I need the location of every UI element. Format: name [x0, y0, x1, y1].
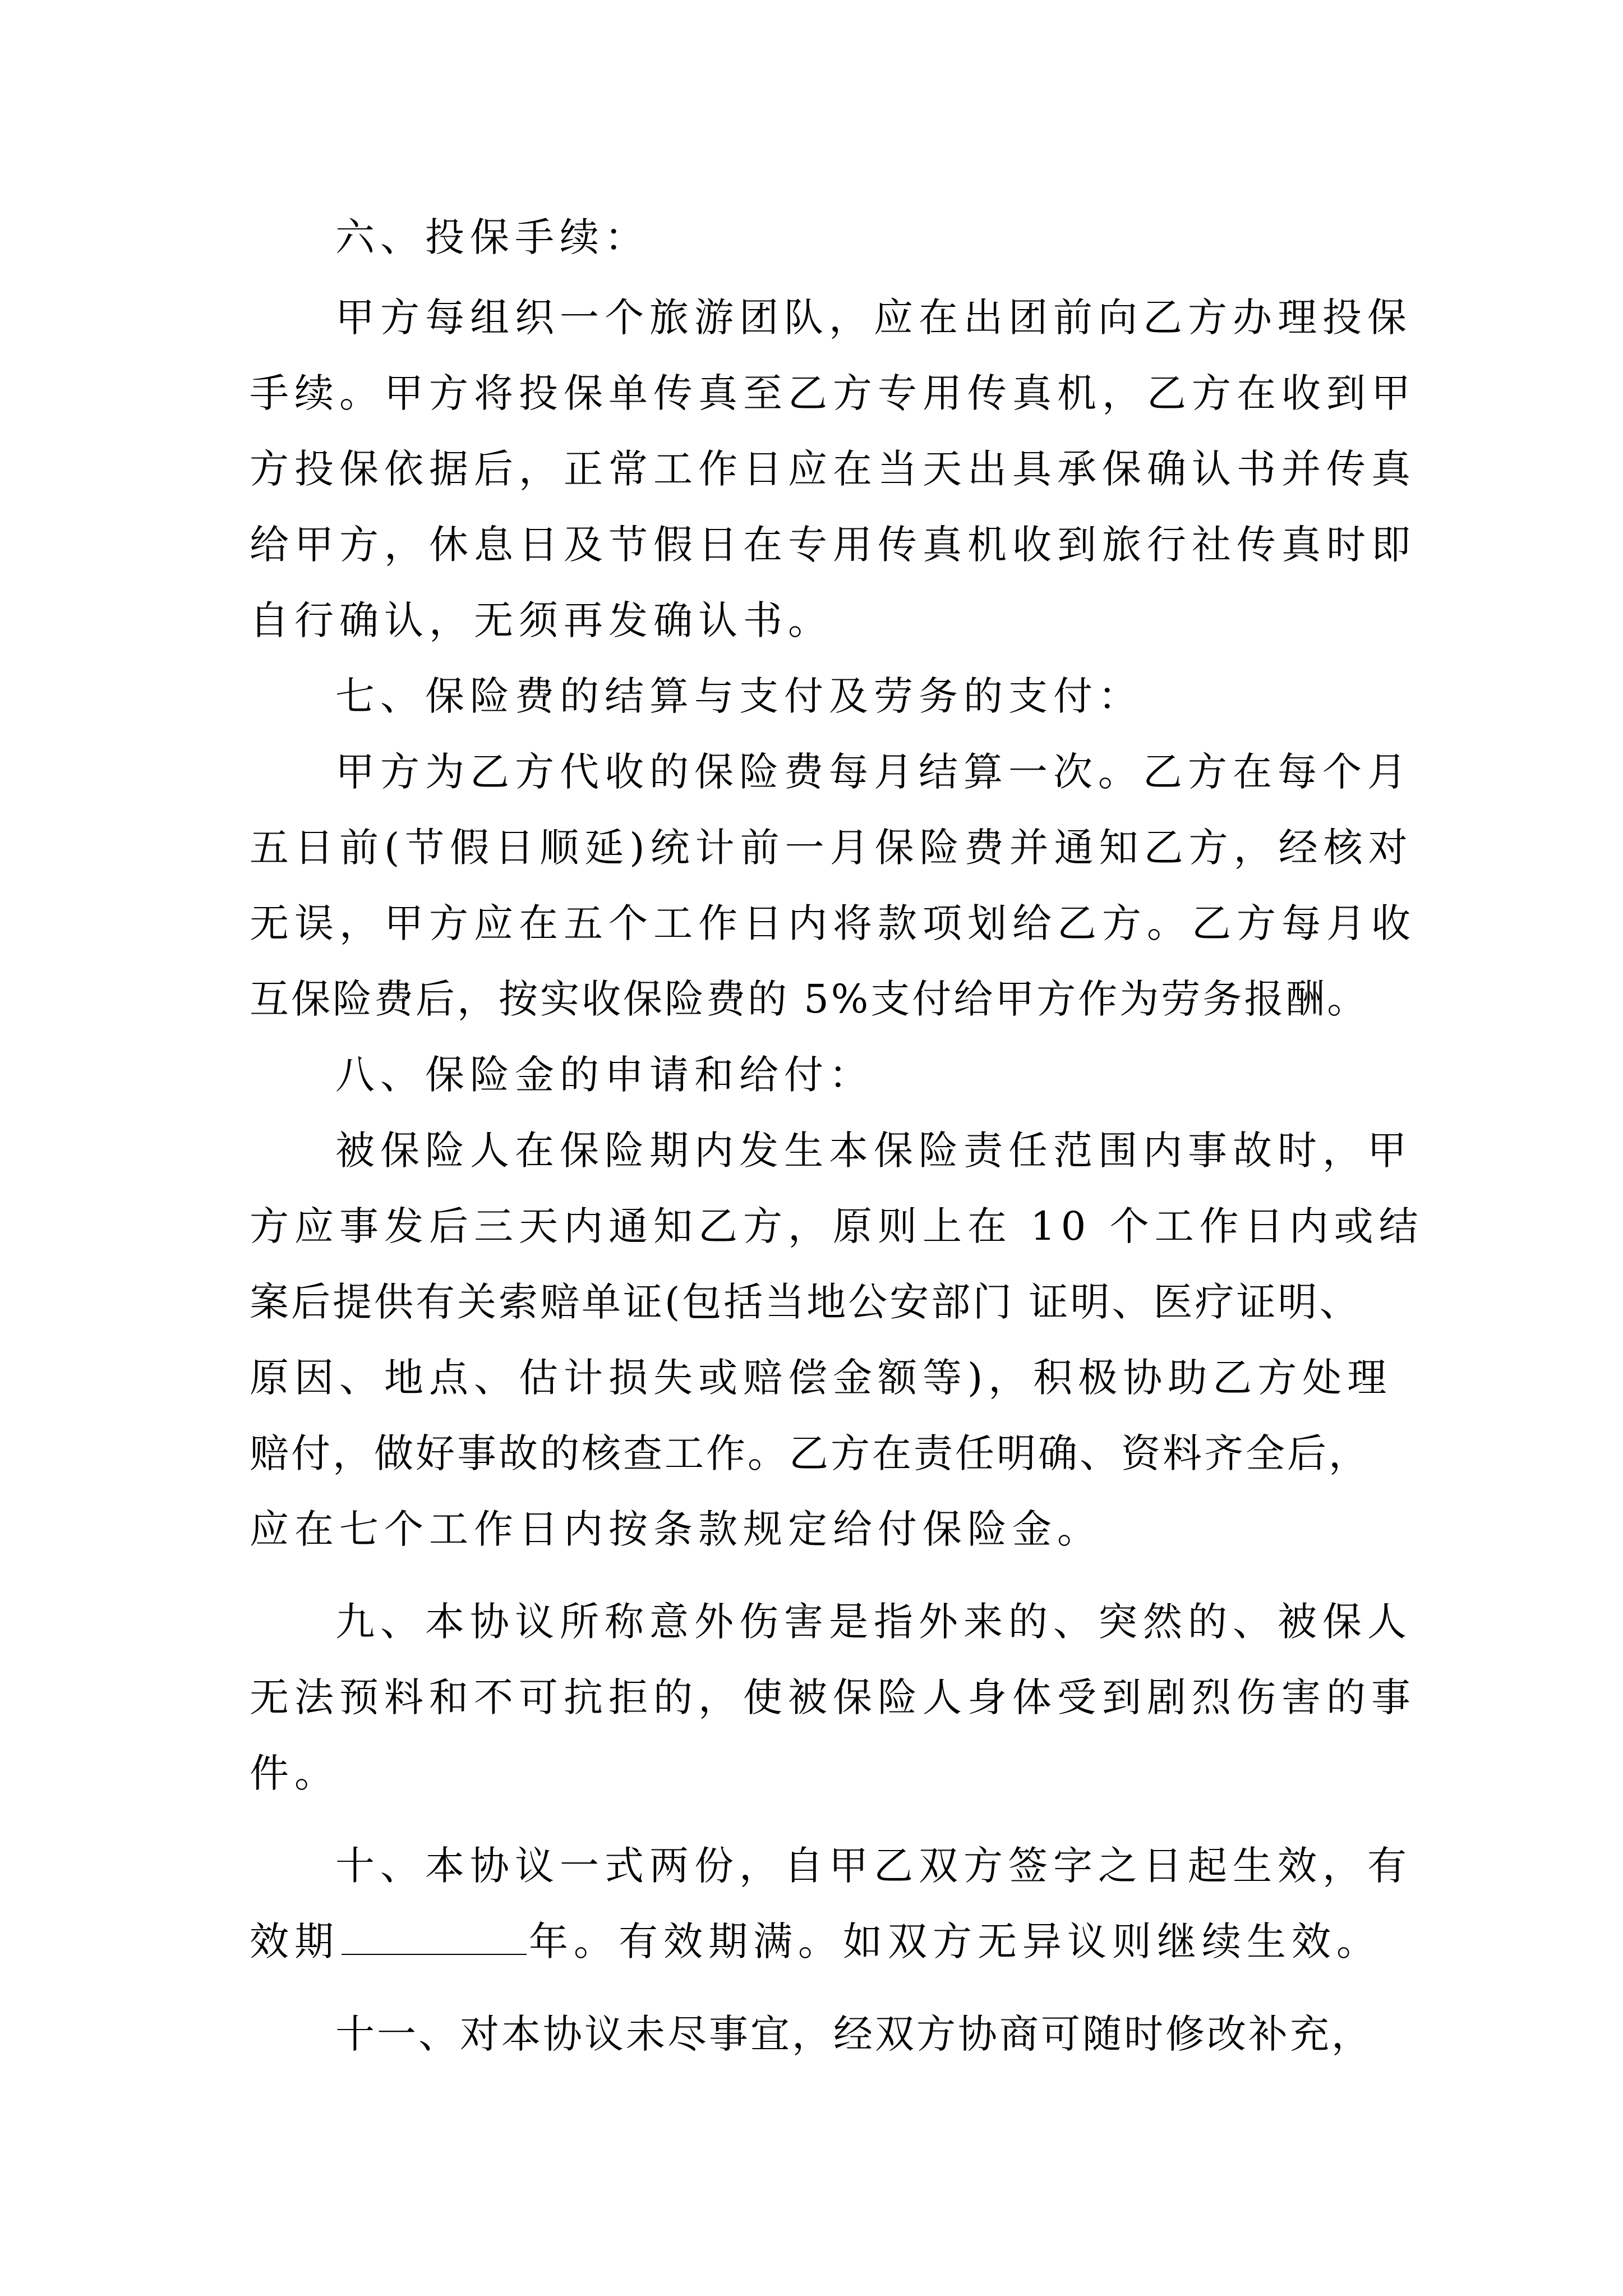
paragraph-line: 案后提供有关索赔单证(包括当地公安部门 证明、医疗证明、 [250, 1279, 1361, 1325]
paragraph-line: 手续。甲方将投保单传真至乙方专用传真机，乙方在收到甲 [250, 370, 1416, 416]
paragraph-line: 应在七个工作日内按条款规定给付保险金。 [250, 1506, 1102, 1552]
paragraph-line-with-blank [250, 1915, 1381, 1968]
paragraph-line: 自行确认，无须再发确认书。 [250, 597, 833, 643]
paragraph-line: 无误，甲方应在五个工作日内将款项划给乙方。乙方每月收 [250, 900, 1416, 946]
paragraph-line: 无法预料和不可抗拒的，使被保险人身体受到剧烈伤害的事 [250, 1674, 1416, 1720]
paragraph-line: 甲方每组织一个旅游团队，应在出团前向乙方办理投保 [335, 295, 1412, 341]
fill-in-blank [342, 1915, 527, 1955]
blank-prefix: 效期 [250, 1918, 339, 1964]
paragraph-line: 被保险人在保险期内发生本保险责任范围内事故时，甲 [335, 1128, 1412, 1174]
paragraph-line: 件。 [250, 1750, 339, 1796]
section-heading-8: 八、保险金的申请和给付： [335, 1052, 874, 1098]
paragraph-line: 互保险费后，按实收保险费的 5%支付给甲方作为劳务报酬。 [250, 976, 1369, 1022]
paragraph-line: 十、本协议一式两份，自甲乙双方签字之日起生效，有 [335, 1843, 1412, 1889]
paragraph-line: 方应事发后三天内通知乙方，原则上在 10 个工作日内或结 [250, 1203, 1424, 1249]
paragraph-line: 五日前(节假日顺延)统计前一月保险费并通知乙方，经核对 [250, 825, 1413, 871]
paragraph-line: 原因、地点、估计损失或赔偿金额等)，积极协助乙方处理 [250, 1355, 1393, 1401]
paragraph-line: 九、本协议所称意外伤害是指外来的、突然的、被保人 [335, 1599, 1412, 1645]
paragraph-line: 甲方为乙方代收的保险费每月结算一次。乙方在每个月 [335, 749, 1412, 795]
blank-suffix: 年。有效期满。如双方无异议则继续生效。 [529, 1918, 1381, 1964]
section-heading-6: 六、投保手续： [335, 214, 649, 260]
paragraph-line: 赔付，做好事故的核查工作。乙方在责任明确、资料齐全后， [250, 1430, 1370, 1476]
paragraph-line: 十一、对本协议未尽事宜，经双方协商可随时修改补充， [335, 2011, 1373, 2057]
paragraph-line: 给甲方，休息日及节假日在专用传真机收到旅行社传真时即 [250, 522, 1416, 568]
paragraph-line: 方投保依据后，正常工作日应在当天出具承保确认书并传真 [250, 446, 1416, 492]
section-heading-7: 七、保险费的结算与支付及劳务的支付： [335, 673, 1143, 719]
